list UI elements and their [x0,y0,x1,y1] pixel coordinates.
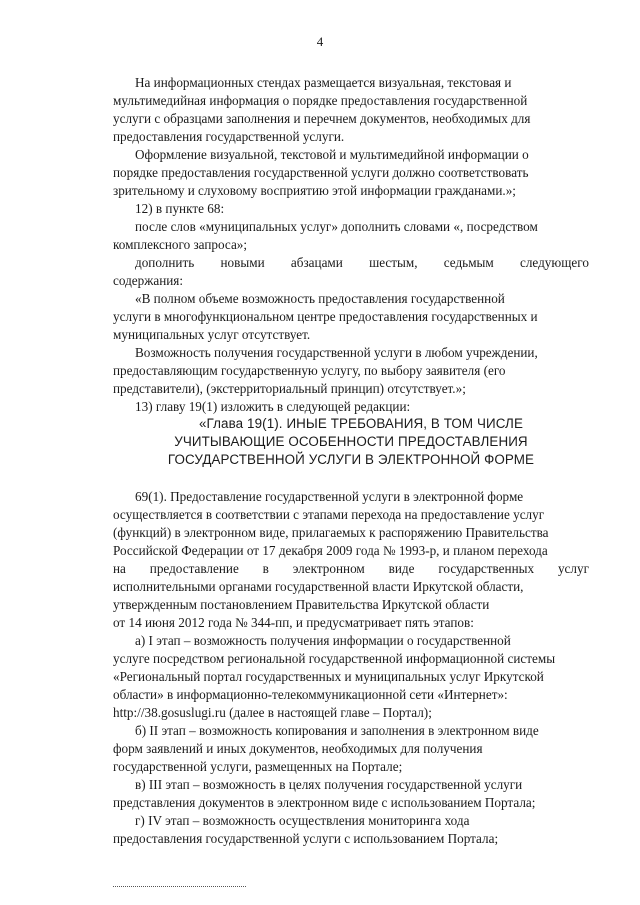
text-line: «Региональный портал государственных и муниципальных услуг Иркутской [113,669,544,684]
text-line: 13) главу 19(1) изложить в следующей редакции: [135,399,411,414]
text-line: утвержденным постановлением Правительства Иркутской области [113,597,490,612]
text-line: представления документов в электронном виде с использованием Портала; [113,795,536,810]
text-line-justified [113,560,589,577]
word: на [113,561,126,576]
text-line: Российской Федерации от 17 декабря 2009 года № 1993-р, и планом перехода [113,543,548,558]
word: абзацами [290,255,343,270]
text-line: форм заявлений и иных документов, необходимых для получения [113,741,483,756]
text-line: а) I этап – возможность получения информации о государственной [135,633,511,648]
text-line: исполнительными органами государственной власти Иркутской области, [113,579,524,594]
text-line: предоставляющим государственную услугу, по выбору заявителя (его [113,363,506,378]
text-line: содержания: [113,273,184,288]
text-line-justified [113,254,589,271]
text-line: Возможность получения государственной услуги в любом учреждении, [135,345,538,360]
text-line: http://38.gosuslugi.ru (далее в настоящей главе – Портал); [113,705,432,720]
text-line: государственной услуги, размещенных на Портале; [113,759,403,774]
word: виде [388,561,415,576]
text-line: г) IV этап – возможность осуществления мониторинга хода [135,813,470,828]
text-line: предоставления государственной услуги с использованием Портала; [113,831,499,846]
text-line: 69(1). Предоставление государственной услуги в электронной форме [135,489,524,504]
text-line: Оформление визуальной, текстовой и мультимедийной информации о [135,147,529,162]
chapter-heading-line: ГОСУДАРСТВЕННОЙ УСЛУГИ В ЭЛЕКТРОННОЙ ФОРМЕ [167,452,535,467]
word: государственных [438,561,535,576]
word: в [262,561,269,576]
text-line: порядке предоставления государственной услуги должно соответствовать [113,165,529,180]
chapter-heading-line: УЧИТЫВАЮЩИЕ ОСОБЕННОСТИ ПРЕДОСТАВЛЕНИЯ [174,434,528,449]
text-line: услуге посредством региональной государственной информационной системы [113,651,556,666]
text-line: в) III этап – возможность в целях получения государственной услуги [135,777,523,792]
text-line: осуществляется в соответствии с этапами перехода на предоставление услуг [113,507,545,522]
text-line: муниципальных услуг отсутствует. [113,327,311,342]
text-line: услуги в многофункциональном центре предоставления государственных и [113,309,538,324]
word: следующего [519,255,589,270]
page-number: 4 [316,34,324,49]
text-line: б) II этап – возможность копирования и заполнения в электронном виде [135,723,539,738]
text-line: комплексного запроса»; [113,237,248,252]
text-line: предоставления государственной услуги. [113,129,345,144]
chapter-heading-line: «Глава 19(1). ИНЫЕ ТРЕБОВАНИЯ, В ТОМ ЧИСЛЕ [199,416,523,431]
footnote-separator [113,886,246,887]
text-line: 12) в пункте 68: [135,201,225,216]
text-line: после слов «муниципальных услуг» дополнить словами «, посредством [135,219,538,234]
word: шестым, [369,255,418,270]
word: седьмым [443,255,494,270]
word: электронном [292,561,365,576]
text-line: представители), (экстерриториальный принцип) отсутствует.»; [113,381,466,396]
word: новыми [220,255,265,270]
text-line: услуги с образцами заполнения и перечнем документов, необходимых для [113,111,531,126]
word: услуг [557,561,589,576]
text-line: «В полном объеме возможность предоставления государственной [135,291,505,306]
text-line: мультимедийная информация о порядке предоставления государственной [113,93,528,108]
text-line: (функций) в электронном виде, прилагаемых к распоряжению Правительства [113,525,549,540]
text-line: зрительному и слуховому восприятию этой информации гражданами.»; [113,183,516,198]
text-line: области» в информационно-телекоммуникационной сети «Интернет»: [113,687,508,702]
text-line: На информационных стендах размещается визуальная, текстовая и [135,75,512,90]
text-line: от 14 июня 2012 года № 344-пп, и предусматривает пять этапов: [113,615,474,630]
word: дополнить [135,255,195,270]
word: предоставление [149,561,239,576]
